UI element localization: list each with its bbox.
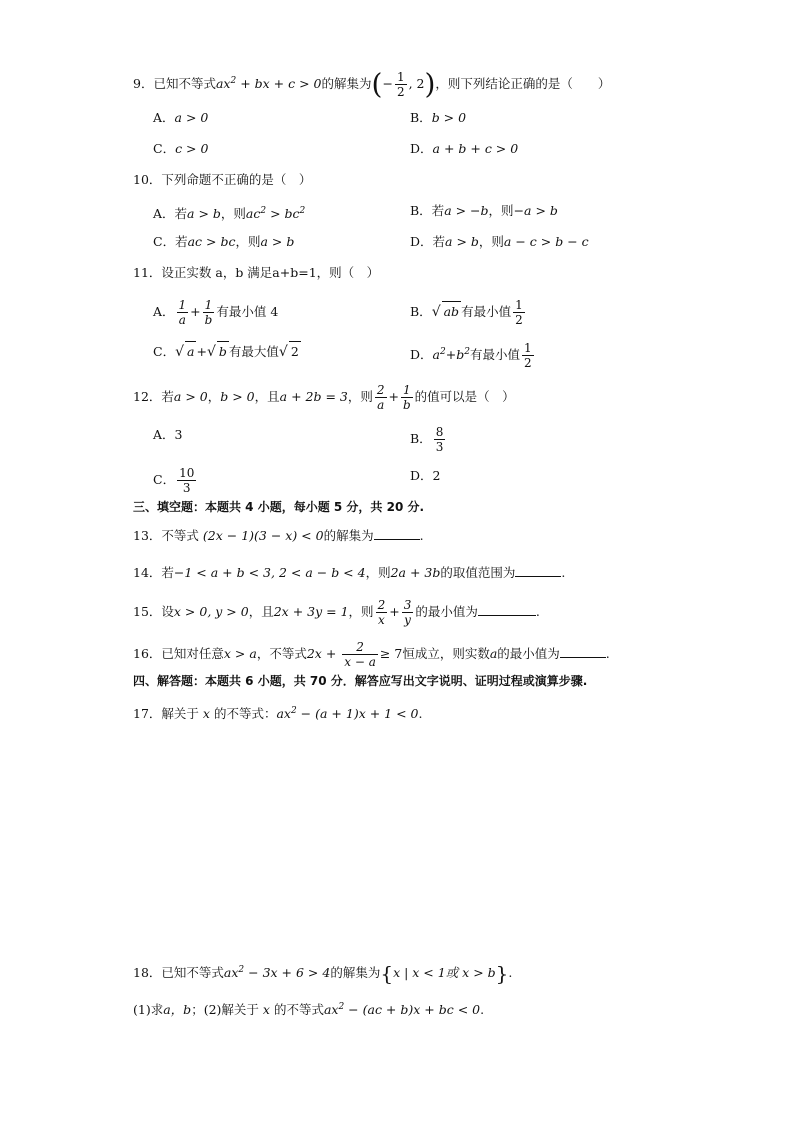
q10-option-c[interactable]: [153, 232, 294, 252]
q11-c-rad-b: b: [217, 341, 229, 362]
q9-option-d[interactable]: [410, 139, 518, 159]
question-16: [133, 640, 610, 669]
q10-then: ，则: [235, 234, 261, 249]
q14-prefix: 14．若: [133, 565, 174, 580]
q15-frac-2x: $\frac{2}{x}$: [377, 598, 386, 627]
q9-post: 的解集为: [321, 76, 372, 91]
q17-prefix: 17．解关于: [133, 706, 199, 722]
q9-prefix: 已知不等式: [153, 76, 216, 91]
q12-and: ，且: [254, 389, 280, 404]
q16-end: .: [605, 646, 610, 661]
q9-d-expr: a + b + c > 0: [432, 141, 519, 156]
q12-prefix: 12．若: [133, 389, 174, 404]
q14-then: ，则: [365, 565, 391, 580]
answer-blank[interactable]: [478, 603, 536, 616]
q9-option-a[interactable]: [153, 108, 208, 128]
option-label: D．: [410, 141, 433, 156]
q10-then: ，则: [488, 203, 514, 218]
q11-d-frac: $\frac{1}{2}$: [523, 341, 532, 370]
q18-sub3: 的不等式: [273, 1002, 324, 1018]
q10-option-a[interactable]: [153, 201, 305, 224]
q18-vars: a，b: [163, 1002, 192, 1018]
sqrt-icon: √: [278, 344, 288, 360]
q11-c-rad-a: a: [185, 341, 196, 362]
q12-frac-1b: $\frac{1}{b}$: [402, 383, 411, 412]
question-12: 12．若a > 0，b > 0，且a + 2b = 3，则 $\frac{2}{a}$ + $\frac{1}{b}$ 的值可以是（ ）: [133, 383, 515, 412]
q13-tail: 的解集为: [323, 528, 374, 543]
q11-b-text: 有最小值: [461, 304, 512, 319]
q10-a-res: $ac^2 > bc^2$: [245, 206, 306, 222]
q10-option-b[interactable]: [410, 201, 558, 221]
q12-c-frac: $\frac{10}{3}$: [179, 466, 195, 495]
q10-c-res: a > b: [260, 234, 295, 249]
sqrt-icon: √: [206, 344, 216, 360]
q16-frac: $\frac{2}{x - a}$: [344, 640, 376, 669]
option-label: B．若: [410, 203, 445, 218]
q10-option-d[interactable]: [410, 232, 589, 252]
q17-end: .: [418, 706, 423, 722]
q9-option-c[interactable]: [153, 139, 208, 159]
q14-tail: 的取值范围为: [440, 565, 516, 580]
q18-expr: $ax^2 - 3x + 6 > 4$: [223, 965, 331, 981]
q12-option-a[interactable]: A．3: [153, 427, 183, 442]
q16-tail: 恒成立，则实数: [402, 646, 490, 661]
option-label: C．: [153, 472, 176, 487]
q13-prefix: 13．不等式: [133, 528, 199, 543]
question-15: 15．设x > 0, y > 0，且2x + 3y = 1，则 $\frac{2}{x}$ + $\frac{3}{y}$ 的最小值为 .: [133, 598, 540, 627]
q18-sub2: ；(2)解关于: [191, 1002, 259, 1018]
option-label: C．: [153, 344, 176, 359]
q17-mid: 的不等式：: [213, 706, 277, 722]
q18-sub1: (1)求: [133, 1002, 164, 1018]
answer-blank[interactable]: [560, 645, 606, 658]
q10-d-cond: a > b: [445, 234, 479, 249]
q16-mid: ，不等式: [256, 646, 307, 661]
q12-cond-sum: a + 2b = 3: [279, 389, 348, 404]
option-label: C．: [153, 141, 176, 156]
option-label: A．若: [153, 206, 188, 222]
q18-set: x | x < 1或 x > b: [393, 965, 496, 981]
q11-option-a[interactable]: A． $\frac{1}{a}$ + $\frac{1}{b}$ 有最小值 4: [153, 298, 279, 327]
q11-frac-1a: $\frac{1}{a}$: [178, 298, 187, 327]
q11-frac-1b: $\frac{1}{b}$: [204, 298, 213, 327]
q10-d-res: a − c > b − c: [503, 234, 589, 249]
question-number: 9．: [133, 76, 154, 91]
q9-tail: ，则下列结论正确的是（ ）: [435, 76, 611, 91]
question-11: 11．设正实数 a，b 满足a+b=1，则（ ）: [133, 265, 380, 280]
q11-d-expr: $a^2+b^2$: [432, 346, 470, 362]
q12-option-d[interactable]: D．2: [410, 468, 441, 483]
q17-expr: $ax^2 - (a + 1)x + 1 < 0$: [276, 706, 419, 722]
q12-then: ，则: [347, 389, 373, 404]
q12-cond-b: b > 0: [220, 389, 255, 404]
option-label: A．: [153, 110, 175, 125]
q9-a-expr: a > 0: [174, 110, 209, 125]
q14-cond: −1 < a + b < 3, 2 < a − b < 4: [173, 565, 366, 580]
q16-prefix: 16．已知对任意: [133, 646, 224, 661]
q18-end: .: [508, 965, 513, 981]
q16-cond: x > a: [223, 646, 257, 661]
question-13: [133, 526, 424, 546]
q9-left-paren: (: [371, 67, 383, 101]
q16-ge: ≥ 7: [379, 646, 403, 661]
q11-a-text: 有最小值 4: [216, 304, 279, 319]
q18-var: x: [262, 1002, 270, 1018]
left-brace-icon: {: [380, 961, 394, 986]
q11-b-radicand: ab: [442, 301, 461, 322]
q11-c-text: 有最大值: [228, 344, 279, 359]
question-14: [133, 563, 565, 583]
q10-a-cond: a > b: [187, 206, 221, 222]
q10-then: ，则: [220, 206, 246, 222]
q15-and: ，且: [248, 604, 274, 619]
q9-option-b[interactable]: [410, 108, 466, 128]
question-18: [133, 960, 512, 984]
q15-frac-3y: $\frac{3}{y}$: [403, 598, 412, 627]
q12-frac-2a: $\frac{2}{a}$: [376, 383, 385, 412]
option-label: B．: [410, 431, 432, 446]
q15-cond: x > 0, y > 0: [173, 604, 249, 619]
sqrt-icon: √: [175, 344, 184, 360]
q12-tail: 的值可以是（ ）: [414, 389, 515, 404]
q18-sub-end: .: [480, 1002, 485, 1018]
q11-option-b[interactable]: [410, 298, 527, 327]
q18-subquestions: [133, 997, 484, 1020]
q18-mid: 的解集为: [330, 965, 381, 981]
q9-b-expr: b > 0: [431, 110, 467, 125]
option-label: A．: [153, 304, 175, 319]
q9-inequality: $ax^2$ + bx + c > 0: [215, 75, 322, 91]
q10-b-cond: a > −b: [444, 203, 489, 218]
q15-prefix: 15．设: [133, 604, 174, 619]
option-label: B．: [410, 304, 432, 319]
q12-cond-a: a > 0: [173, 389, 208, 404]
q10-b-res: −a > b: [513, 203, 558, 218]
q15-cond2: 2x + 3y = 1: [273, 604, 349, 619]
option-label: D．: [410, 347, 433, 362]
q11-b-frac: $\frac{1}{2}$: [515, 298, 523, 327]
q11-option-d[interactable]: [410, 341, 536, 370]
question-17: [133, 701, 422, 724]
q10-then: ，则: [478, 234, 504, 249]
q16-var: a: [489, 646, 498, 661]
right-brace-icon: }: [495, 961, 509, 986]
q18-prefix: 18．已知不等式: [133, 965, 224, 981]
q13-expr: (2x − 1)(3 − x) < 0: [202, 528, 324, 543]
answer-blank[interactable]: [374, 527, 420, 540]
question-10: 10．下列命题不正确的是（ ）: [133, 172, 312, 187]
q12-option-c[interactable]: [153, 466, 198, 495]
option-label: B．: [410, 110, 432, 125]
q15-tail: 的最小值为: [415, 604, 478, 619]
q18-expr2: $ax^2 - (ac + b)x$ + bc < 0: [323, 1002, 481, 1018]
section-3-heading: 三、填空题：本题共 4 小题，每小题 5 分，共 20 分.: [133, 500, 425, 514]
q11-d-text: 有最小值: [469, 347, 520, 362]
q10-c-cond: ac > bc: [187, 234, 236, 249]
sqrt-icon: √: [431, 304, 441, 320]
answer-blank[interactable]: [515, 564, 561, 577]
q15-then: ，则: [348, 604, 374, 619]
q14-end: .: [561, 565, 566, 580]
q15-end: .: [535, 604, 540, 619]
q9-right-paren: ): [424, 67, 436, 101]
question-9: 9．已知不等式$ax^2$ + bx + c > 0的解集为(− $\frac{1}{2}$ , 2)，则下列结论正确的是（ ）: [133, 67, 611, 101]
q16-tail2: 的最小值为: [497, 646, 560, 661]
q11-option-c[interactable]: C．√ a +√ b 有最大值√ 2: [153, 341, 301, 362]
q17-var: x: [202, 706, 210, 722]
option-label: D．若: [410, 234, 446, 249]
q9-fraction: $\frac{1}{2}$: [396, 70, 405, 99]
q11-c-rad-2: 2: [289, 341, 301, 362]
q9-c-expr: c > 0: [175, 141, 209, 156]
section-4-heading: 四、解答题：本题共 6 小题，共 70 分．解答应写出文字说明、证明过程或演算步骤.: [133, 674, 588, 688]
q13-end: .: [419, 528, 424, 543]
q16-expr: 2x +: [306, 646, 341, 661]
q12-option-b[interactable]: [410, 425, 447, 454]
q12-b-frac: $\frac{8}{3}$: [435, 425, 444, 454]
q12-comma: ，: [207, 389, 221, 404]
q14-expr: 2a + 3b: [390, 565, 441, 580]
option-label: C．若: [153, 234, 188, 249]
